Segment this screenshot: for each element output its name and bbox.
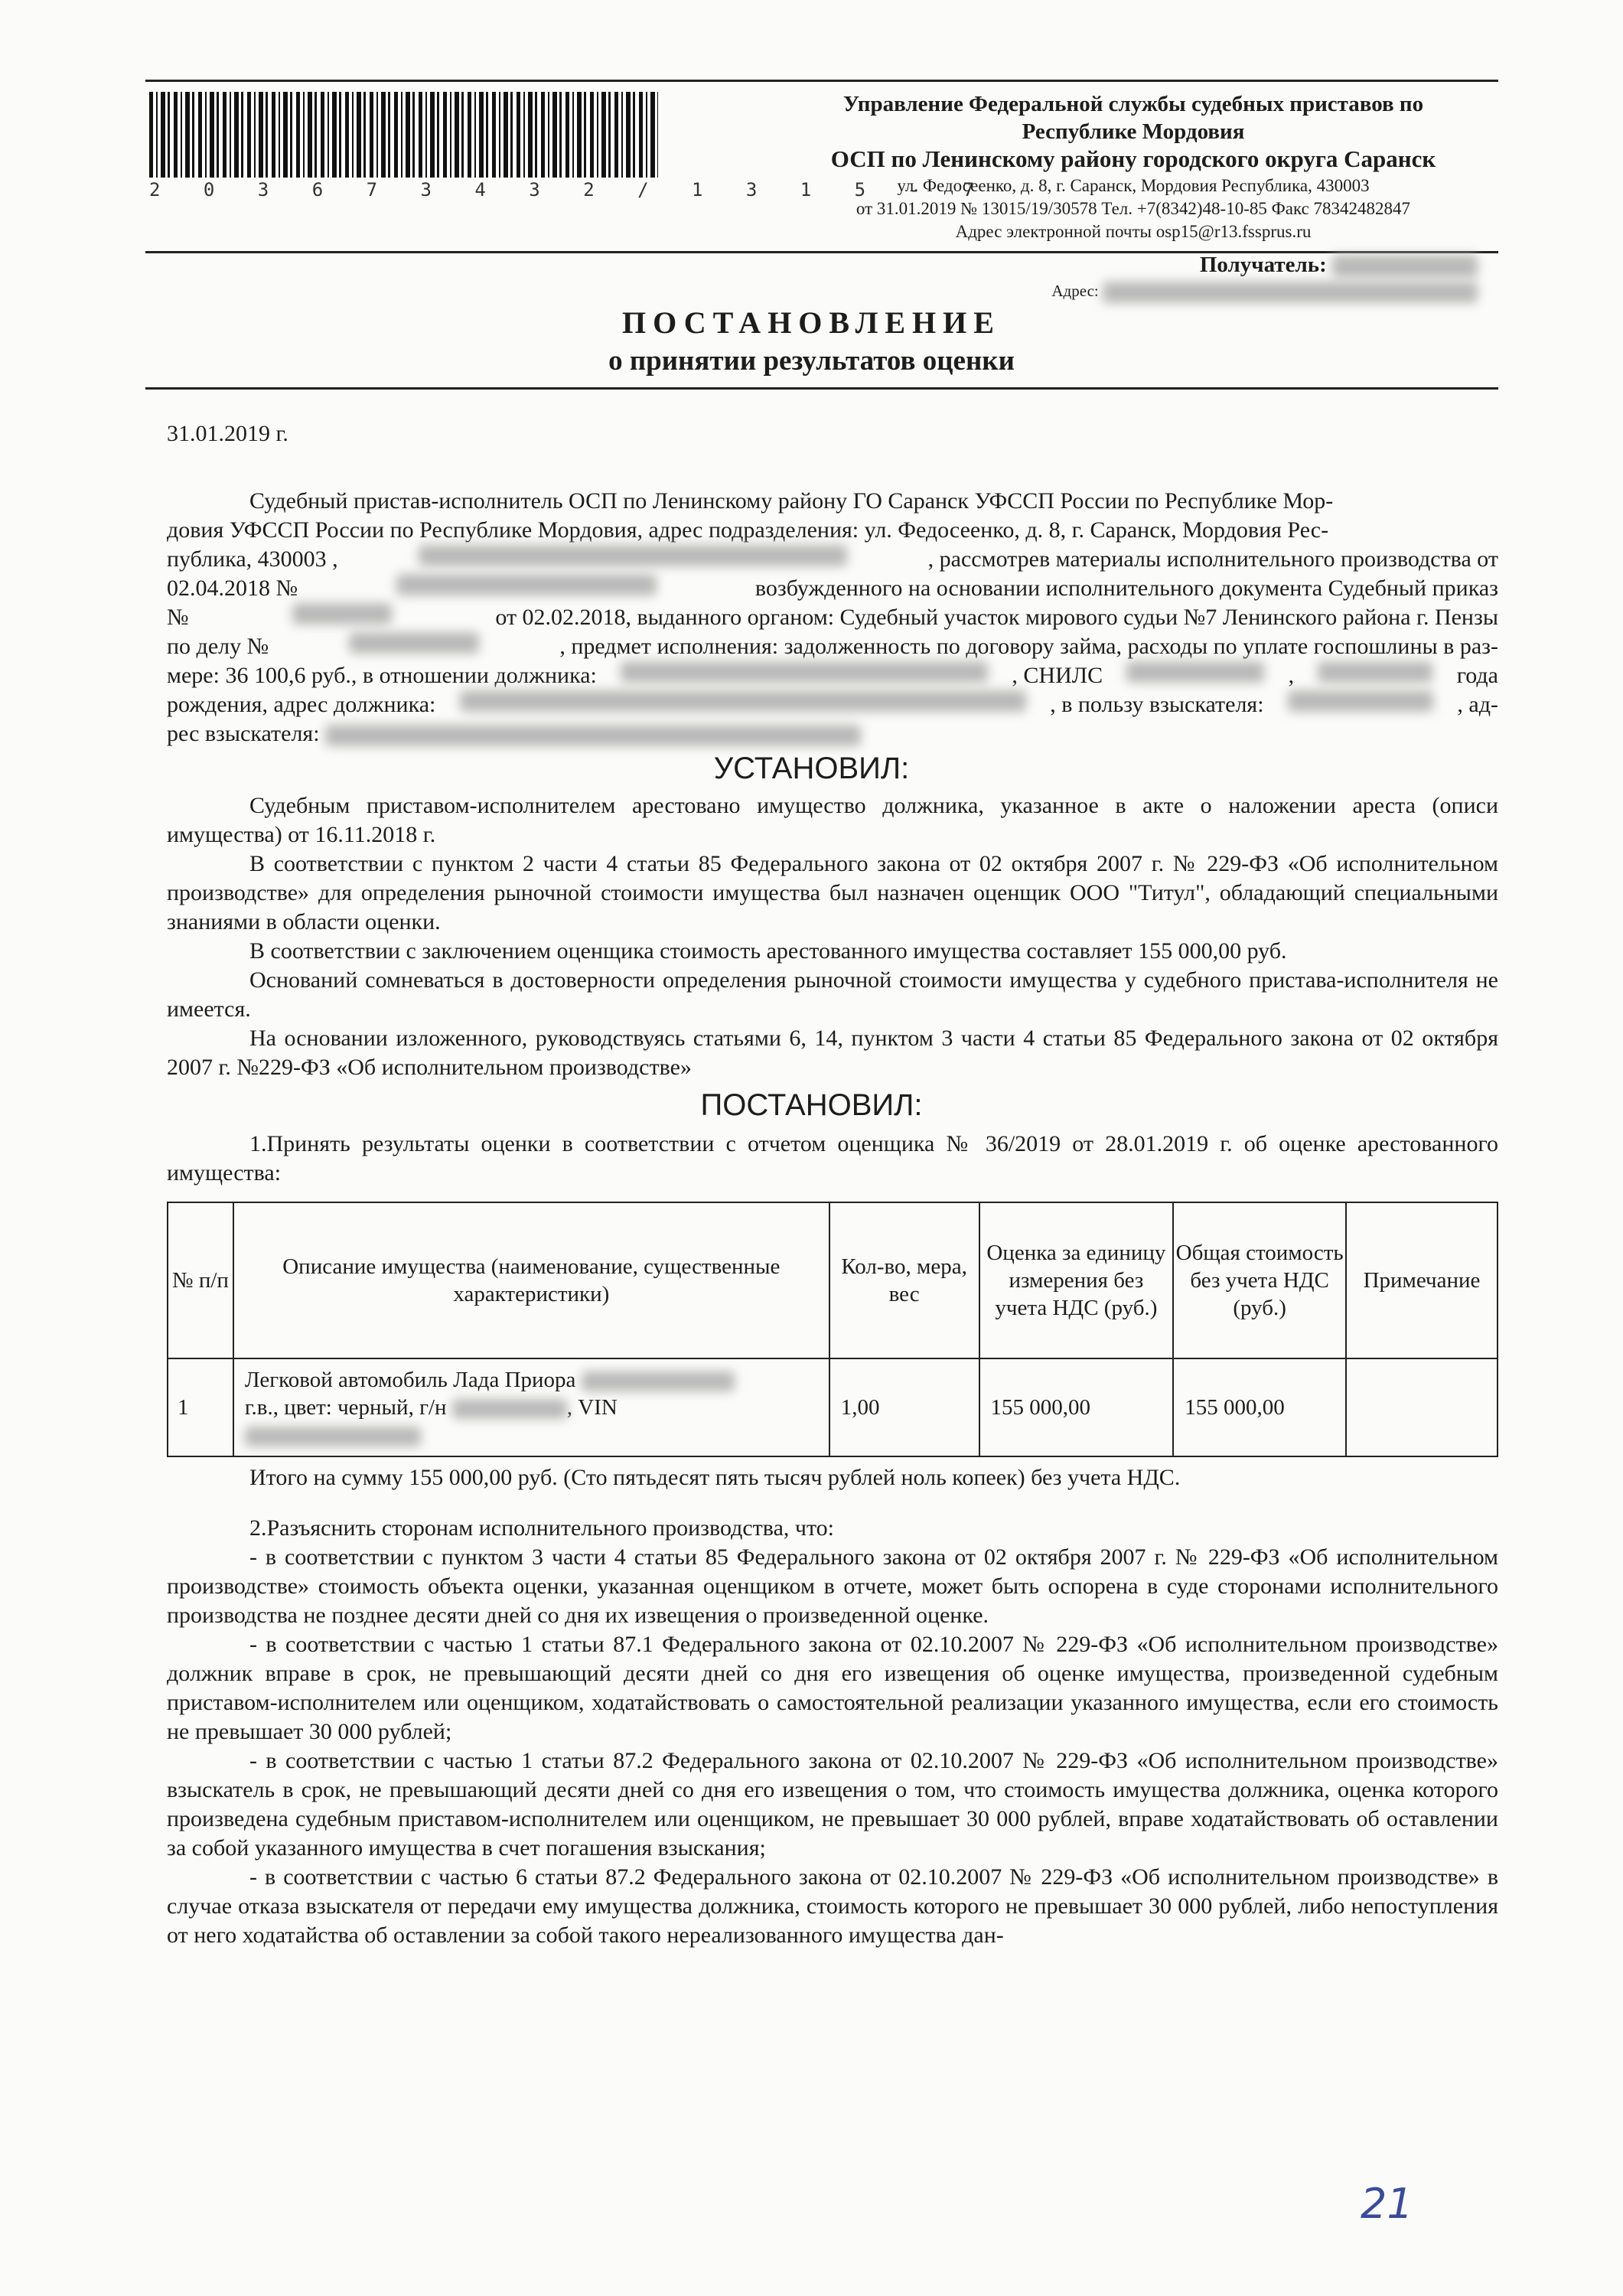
agency-contacts (789, 174, 1478, 243)
explanation-paragraph: - в соответствии с пунктом 3 части 4 статьи 85 Федерального закона от 02 октября 2007 г. № 229-ФЗ «Об исполнительном производстве» стоимость объекта оценки, указанная оценщиком в отчете, может быть оспорена в суде сторонами исполнительного производства не позднее десяти дней со дня их извещения о произведенной оценке. (167, 1544, 1498, 1628)
intro-line-2: довия УФССП России по Республике Мордовия, адрес подразделения: ул. Федосеенко, д. 8, г. Саранск, Мордовия Рес- (167, 517, 1329, 543)
cell-quantity: 1,00 (829, 1358, 979, 1456)
col-quantity: Кол-во, мера, вес (829, 1202, 979, 1358)
recipient-label: Получатель: (1199, 253, 1327, 277)
document-date: 31.01.2019 г. (167, 421, 288, 446)
table-header-row (168, 1202, 1498, 1358)
address-label: Адрес: (1051, 282, 1099, 300)
intro-line-5: № от 02.02.2018, выданного органом: Судебный участок мирового судьи №7 Ленинского района г. Пензы (167, 605, 1498, 630)
property-table (167, 1202, 1498, 1457)
vin-redacted (245, 1427, 421, 1446)
birth-year-redacted (1318, 661, 1432, 683)
recipient-address (1051, 282, 1478, 303)
debtor-name-redacted (621, 661, 988, 683)
established-paragraph: Оснований сомневаться в достоверности определения рыночной стоимости имущества у судебного пристава-исполнителя не имеется. (167, 967, 1498, 1022)
col-note: Примечание (1346, 1202, 1498, 1358)
item-2-title: 2.Разъяснить сторонам исполнительного производства, что: (249, 1515, 835, 1541)
cell-unit-price: 155 000,00 (979, 1358, 1174, 1456)
col-total: Общая стоимость без учета НДС (руб.) (1173, 1202, 1346, 1358)
intro-line-6: по делу № , предмет исполнения: задолженность по договору займа, расходы по уплате госпошлины в раз- (167, 634, 1498, 659)
plate-redacted (452, 1399, 567, 1419)
agency-line-2: Республике Мордовия (1022, 119, 1245, 144)
table-row (168, 1358, 1498, 1456)
officer-name-redacted (419, 545, 847, 566)
department-name: ОСП по Ленинскому району городского округа Саранск (830, 145, 1436, 172)
cell-note (1346, 1358, 1498, 1456)
agency-header (789, 90, 1478, 173)
total-line: Итого на сумму 155 000,00 руб. (Сто пятьдесят пять тысяч рублей ноль копеек) без учета НДС. (249, 1465, 1181, 1490)
decided-item-1: 1.Принять результаты оценки в соответствии с отчетом оценщика № 36/2019 от 28.01.2019 г. об оценке арестованного имущества: (167, 1131, 1498, 1186)
intro-line-3: публика, 430003 , , рассмотрев материалы исполнительного производства от (167, 546, 1498, 572)
cell-description: Легковой автомобиль Лада Приора г.в., цвет: черный, г/н , VIN (233, 1358, 829, 1456)
barcode (149, 92, 658, 178)
recipient-redacted (1332, 255, 1478, 278)
email-line: Адрес электронной почты osp15@r13.fssprus.ru (955, 222, 1312, 241)
explanation-paragraph: - в соответствии с частью 1 статьи 87.2 Федерального закона от 02.10.2007 № 229-ФЗ «Об исполнительном производстве» взыскатель в срок, не превышающий десяти дней со дня его извещения о том, что стоимость имущества должника, оценка которого произведена судебным приставом-исполнителем или оценщиком, не превышает 30 000 рублей, вправе ходатайствовать об оставлении за собой указанного имущества в счет погашения взыскания; (167, 1748, 1498, 1861)
barcode-number: 2 0 3 6 7 3 4 3 2 / 1 3 1 5 - 7 (149, 179, 990, 201)
case-number-redacted (396, 574, 657, 595)
cell-total: 155 000,00 (1173, 1358, 1346, 1456)
snils-redacted (1126, 661, 1264, 683)
col-unit-price: Оценка за единицу измерения без учета НДС (руб.) (979, 1202, 1174, 1358)
debtor-address-redacted (460, 690, 1026, 712)
top-rule (145, 80, 1498, 82)
intro-line-4: 02.04.2018 № возбужденного на основании исполнительного документа Судебный приказ (167, 576, 1498, 601)
agency-address: ул. Федосеенко, д. 8, г. Саранск, Мордовия Республика, 430003 (897, 176, 1370, 195)
explanation-paragraph: - в соответствии с частью 6 статьи 87.2 Федерального закона от 02.10.2007 № 229-ФЗ «Об исполнительном производстве» в случае отказа взыскателя от передачи ему имущества должника, стоимость которого не превышает 30 000 рублей, либо непоступления от него ходатайства об оставлении за собой такого нереализованного имущества дан- (167, 1864, 1498, 1948)
recipient (1200, 253, 1478, 278)
year-redacted (582, 1371, 735, 1391)
creditor-redacted (1288, 690, 1433, 712)
item-2 (167, 1514, 1498, 1950)
agency-line-1: Управление Федеральной службы судебных приставов по (842, 92, 1424, 116)
established-paragraph: В соответствии с пунктом 2 части 4 статьи 85 Федерального закона от 02 октября 2007 г. № 229-ФЗ «Об исполнительном производстве» для определения рыночной стоимости имущества был назначен оценщик ООО "Титул", обладающий специальными знаниями в области оценки. (167, 851, 1498, 934)
section-established: УСТАНОВИЛ: (713, 752, 910, 785)
established-paragraph: На основании изложенного, руководствуясь статьями 6, 14, пунктом 3 части 4 статьи 85 Федерального закона от 02 октября 2007 г. №229-ФЗ «Об исполнительном производстве» (167, 1026, 1498, 1080)
section-decided: ПОСТАНОВИЛ: (700, 1088, 923, 1122)
cell-number: 1 (168, 1358, 233, 1456)
address-redacted (1103, 282, 1478, 303)
established-paragraph: В соответствии с заключением оценщика стоимость арестованного имущества составляет 155 000,00 руб. (249, 938, 1287, 964)
established-paragraph: Судебным приставом-исполнителем арестовано имущество должника, указанное в акте о наложении ареста (описи имущества) от 16.11.2018 г. (167, 793, 1498, 847)
col-number: № п/п (168, 1202, 233, 1358)
order-number-redacted (292, 603, 392, 625)
court-case-redacted (349, 632, 479, 654)
document-subtitle: о принятии результатов оценки (608, 345, 1015, 377)
explanation-paragraph: - в соответствии с частью 1 статьи 87.1 Федерального закона от 02.10.2007 № 229-ФЗ «Об исполнительном производстве» должник вправе в срок, не превышающий десяти дней со дня его извещения об оценке имущества, произведенной судебным приставом-исполнителем или оценщиком, ходатайствовать о самостоятельной реализации указанного имущества, если его стоимость не превышает 30 000 рублей; (167, 1632, 1498, 1744)
registration-line: от 31.01.2019 № 13015/19/30578 Тел. +7(8342)48-10-85 Факс 78342482847 (855, 199, 1411, 218)
intro-line-7: мере: 36 100,6 руб., в отношении должника: , СНИЛС , года (167, 663, 1498, 688)
intro-line-8: рождения, адрес должника: , в пользу взыскателя: , ад- (167, 692, 1498, 717)
intro-line-9: рес взыскателя: (167, 719, 1498, 748)
intro-paragraph (167, 487, 1498, 748)
title-rule (145, 387, 1498, 390)
creditor-address-redacted (325, 725, 861, 746)
intro-line-1: Судебный пристав-исполнитель ОСП по Ленинскому району ГО Саранск УФССП России по Республике Мор- (249, 488, 1334, 514)
handwritten-page-number: 21 (1361, 2180, 1413, 2228)
col-description: Описание имущества (наименование, существенные характеристики) (233, 1202, 829, 1358)
document-title: ПОСТАНОВЛЕНИЕ (622, 305, 1001, 340)
established-paragraphs (167, 791, 1498, 1082)
